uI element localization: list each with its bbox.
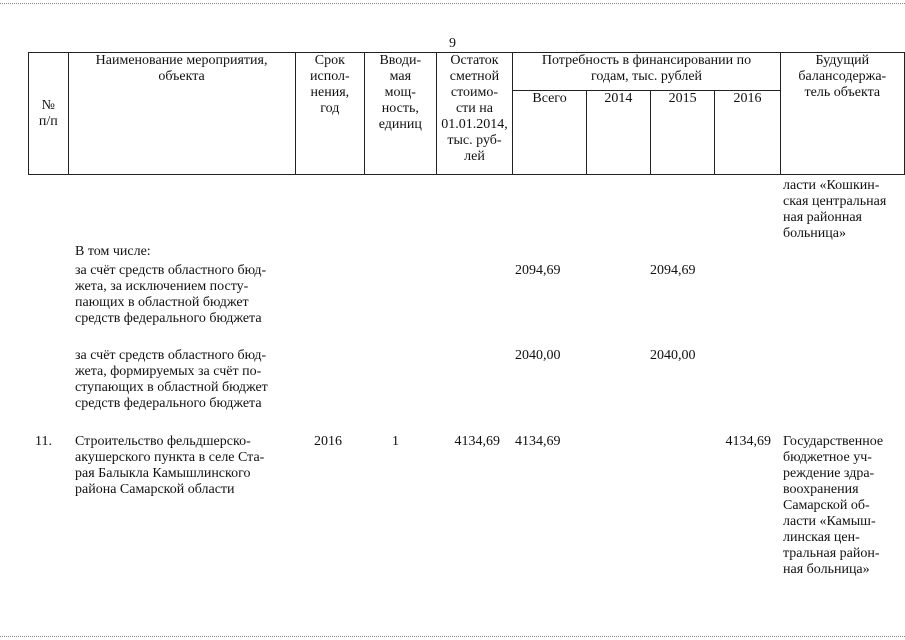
scan-edge-top — [0, 3, 905, 4]
row-number: 11. — [35, 434, 52, 449]
row-holder-line: Государственное — [783, 434, 884, 449]
subrow-text-line: средств федерального бюджета — [75, 396, 262, 411]
header-term-line: испол- — [310, 69, 350, 84]
header-remainder-line: тыс. руб- — [447, 133, 502, 148]
header-remainder-line: стоимо- — [450, 85, 499, 100]
header-cell-need — [513, 53, 780, 91]
header-capacity-line: ность, — [381, 101, 419, 116]
header-num-line: № — [41, 97, 55, 113]
table-header — [28, 52, 905, 175]
carry-holder-line: ная районная — [783, 210, 862, 225]
row-term: 2016 — [314, 434, 342, 449]
header-capacity-line: мая — [389, 69, 412, 84]
header-name-line: объекта — [158, 69, 205, 84]
header-remainder-line: 01.01.2014, — [441, 117, 508, 132]
row-holder-line: тральная район- — [783, 546, 880, 561]
subrow-text — [75, 348, 297, 412]
subrow-2015: 2094,69 — [650, 263, 696, 278]
header-term-line: нения, — [310, 85, 350, 100]
subrow-text-line: средств федерального бюджета — [75, 311, 262, 326]
subrow-text — [75, 263, 297, 327]
header-num-line: п/п — [38, 113, 58, 129]
row-holder-line: ласти «Камыш- — [783, 514, 876, 529]
row-holder-line: бюджетное уч- — [783, 450, 872, 465]
header-holder-line: балансодержа- — [798, 69, 887, 84]
header-cell-2015: 2015 — [651, 91, 715, 175]
header-term-line: Срок — [314, 53, 345, 68]
header-cell-holder — [780, 53, 904, 175]
header-holder-line: Будущий — [815, 53, 870, 68]
scan-edge-bottom — [0, 636, 905, 637]
header-holder-line: тель объекта — [804, 85, 881, 100]
row-remainder: 4134,69 — [454, 434, 500, 449]
header-remainder-line: Остаток — [450, 53, 499, 68]
page-number: 9 — [449, 36, 456, 51]
carry-holder-line: ская центральная — [783, 194, 887, 209]
header-capacity-line: единиц — [378, 117, 422, 132]
subrow-text-line: ступающих в областной бюджет — [75, 380, 268, 395]
row-2016: 4134,69 — [725, 434, 771, 449]
subrow-text-line: пающих в областной бюджет — [75, 295, 249, 310]
subrow-total: 2040,00 — [515, 348, 561, 363]
subrow-text-line: жета, за исключением посту- — [75, 279, 249, 294]
subrow-text-line: жета, формируемых за счёт по- — [75, 364, 262, 379]
subrow-text-line: за счёт средств областного бюд- — [75, 348, 267, 363]
header-need-line: годам, тыс. рублей — [591, 69, 703, 84]
header-cell-term — [295, 53, 364, 175]
header-cell-name — [68, 53, 295, 175]
header-term-line: год — [320, 101, 340, 116]
row-holder-line: Самарской об- — [783, 498, 870, 513]
header-remainder-line: сти на — [455, 101, 493, 116]
row-name-line: Строительство фельдшерско- — [75, 434, 251, 449]
subrow-total: 2094,69 — [515, 263, 561, 278]
carry-holder — [783, 178, 894, 242]
header-remainder-line: лей — [464, 149, 485, 164]
carry-holder-line: ласти «Кошкин- — [783, 178, 880, 193]
row-holder-line: реждение здра- — [783, 466, 875, 481]
row-total: 4134,69 — [515, 434, 561, 449]
header-cell-2014: 2014 — [586, 91, 650, 175]
row-name — [75, 434, 300, 498]
header-cell-capacity — [365, 53, 436, 175]
subrow-2015: 2040,00 — [650, 348, 696, 363]
row-name-line: района Самарской области — [75, 482, 235, 497]
header-capacity-line: Вводи- — [379, 53, 422, 68]
header-need-line: Потребность в финансировании по — [541, 53, 752, 68]
carry-holder-line: больница» — [783, 226, 846, 241]
header-cell-2016: 2016 — [715, 91, 780, 175]
subrow-label: В том числе: — [75, 244, 151, 259]
row-holder-line: воохранения — [783, 482, 859, 497]
header-remainder-line: сметной — [449, 69, 500, 84]
row-name-line: акушерского пункта в селе Ста- — [75, 450, 265, 465]
header-cell-remainder — [436, 53, 513, 175]
header-cell-total: Всего — [513, 91, 586, 175]
subrow-text-line: за счёт средств областного бюд- — [75, 263, 267, 278]
row-capacity: 1 — [392, 434, 399, 449]
header-capacity-line: мощ- — [384, 85, 416, 100]
header-cell-num — [29, 53, 69, 175]
row-holder-line: ная больница» — [783, 562, 870, 577]
header-name-line: Наименование мероприятия, — [95, 53, 268, 68]
row-holder — [783, 434, 894, 578]
row-holder-line: линская цен- — [783, 530, 860, 545]
row-name-line: рая Балыкла Камышлинского — [75, 466, 251, 481]
